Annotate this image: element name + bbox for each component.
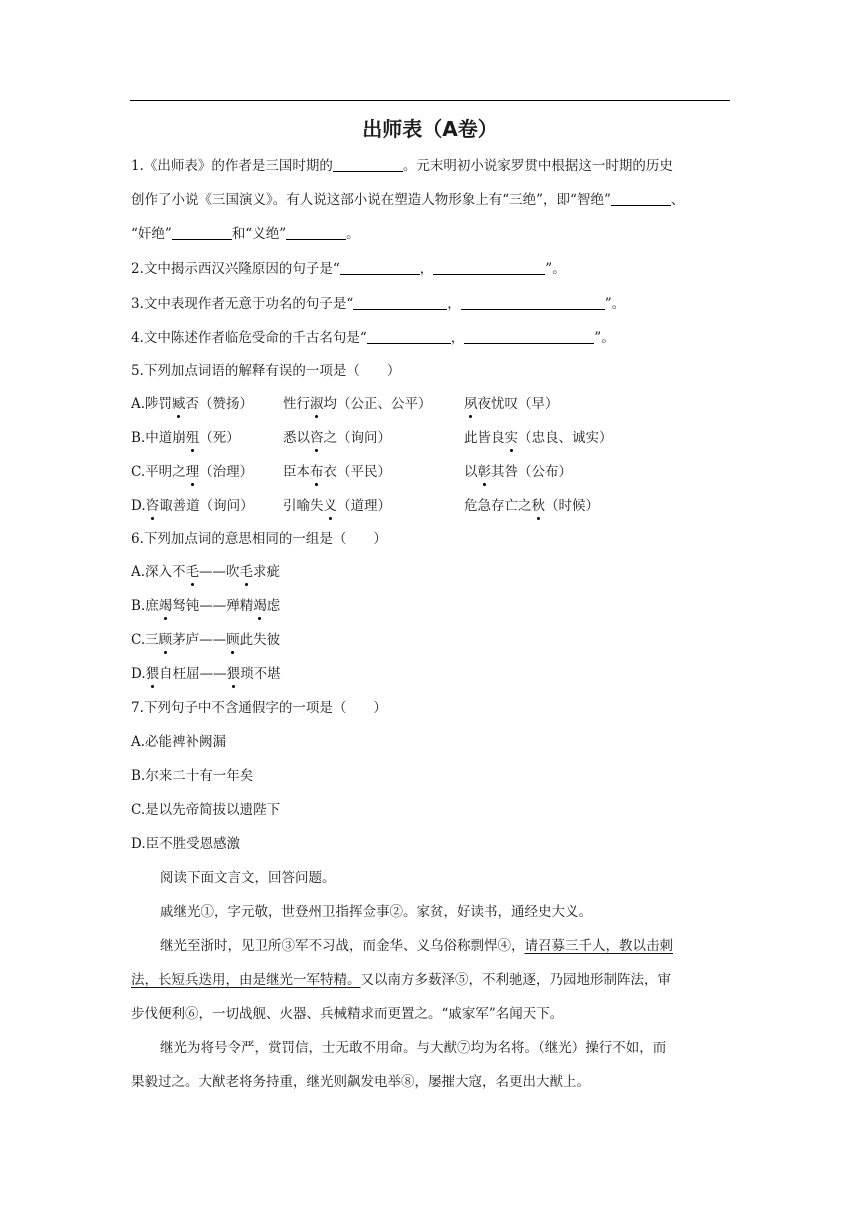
question-1-text-g: 。: [346, 226, 360, 242]
option-7a[interactable]: A.必能裨补阙漏: [131, 734, 227, 750]
answer-blank[interactable]: [340, 260, 420, 275]
option-5c-3[interactable]: 以彰其咎（公布）: [464, 464, 572, 480]
question-3-text: 3.文中表现作者无意于功名的句子是“: [131, 296, 354, 312]
dotted-char: 猥: [145, 666, 160, 682]
question-3: [131, 295, 625, 313]
dotted-char: 毛: [185, 564, 200, 580]
question-1-text-c: 创作了小说《三国演义》。有人说这部小说在塑造人物形象上有“三绝”，即“智绝”: [131, 192, 611, 208]
dotted-char: 理: [185, 464, 200, 480]
option-6a[interactable]: A.深入不毛——吹毛求疵: [131, 564, 281, 580]
dotted-char: 彰: [477, 464, 491, 480]
option-5b-1[interactable]: B.中道崩殂（死）: [131, 430, 240, 446]
option-5b-3[interactable]: 此皆良实（忠良、诚实）: [464, 430, 613, 446]
passage-paragraph-1: 戚继光①，字元敬，世登州卫指挥佥事②。家贫，好读书，通经史大义。: [160, 904, 592, 920]
option-6d[interactable]: D.猥自枉屈——猥琐不堪: [131, 666, 281, 682]
comma: ，: [450, 330, 465, 346]
option-5d-1[interactable]: D.咨诹善道（询问）: [131, 498, 254, 514]
option-5b-2[interactable]: 悉以咨之（询问）: [283, 430, 391, 446]
dotted-char: 秋: [531, 498, 545, 514]
comma: ，: [447, 296, 461, 312]
answer-blank[interactable]: [464, 329, 594, 344]
dotted-char: 布: [310, 464, 324, 480]
option-5a-3[interactable]: 夙夜忧叹（早）: [464, 396, 559, 412]
dotted-char: 咨: [145, 498, 160, 514]
dotted-char: 顾: [158, 632, 173, 648]
dotted-char: 夙: [464, 396, 478, 412]
question-1-text-f: 和“义绝”: [231, 226, 287, 242]
question-5-stem: 5.下列加点词语的解释有误的一项是（ ）: [131, 363, 401, 379]
dotted-char: 竭: [253, 598, 267, 614]
question-2-text: 2.文中揭示西汉兴隆原因的句子是“: [131, 261, 340, 277]
question-1-text-e: “奸绝”: [131, 226, 172, 242]
option-5a-1[interactable]: A.陟罚臧否（赞扬）: [131, 396, 254, 412]
dotted-char: 淑: [310, 396, 324, 412]
option-5c-2[interactable]: 臣本布衣（平民）: [283, 464, 391, 480]
answer-blank[interactable]: [333, 157, 403, 172]
question-1-line-2: [131, 191, 684, 209]
reading-intro: 阅读下面文言文，回答问题。: [160, 870, 336, 886]
underlined-sentence: 法，长短兵迭用，由是继光一军特精。: [131, 972, 361, 988]
question-2: [131, 260, 566, 278]
passage-paragraph-3-line-1: 继光为将号令严，赏罚信，士无敢不用命。与大猷⑦均为名将。（继光）操行不如，而: [160, 1040, 667, 1056]
answer-blank[interactable]: [172, 225, 232, 240]
answer-blank[interactable]: [367, 329, 451, 344]
underlined-sentence: 请召募三千人，教以击刺: [524, 938, 673, 954]
option-6c[interactable]: C.三顾茅庐——顾此失彼: [131, 632, 281, 648]
question-1-line-1: [131, 157, 673, 175]
option-7d[interactable]: D.臣不胜受恩感激: [131, 836, 241, 852]
question-4: [131, 329, 615, 347]
passage-paragraph-2-line-2: 法，长短兵迭用，由是继光一军特精。又以南方多薮泽⑤，不利驰逐，乃园地形制阵法，审: [131, 972, 671, 988]
dotted-char: 毛: [239, 564, 254, 580]
question-1-text-b: 。元末明初小说家罗贯中根据这一时期的历史: [402, 158, 673, 174]
dotted-char: 顾: [226, 632, 240, 648]
passage-paragraph-2-line-1: 继光至浙时，见卫所③军不习战，而金华、义乌俗称剽悍④，请召募三千人，教以击刺: [160, 938, 673, 954]
header-rule: [130, 100, 730, 101]
dotted-char: 义: [323, 498, 337, 514]
answer-blank[interactable]: [433, 260, 545, 275]
answer-blank[interactable]: [611, 191, 671, 206]
question-4-text: 4.文中陈述作者临危受命的千古名句是“: [131, 330, 367, 346]
option-5d-2[interactable]: 引喻失义（道理）: [283, 498, 391, 514]
answer-blank[interactable]: [353, 295, 447, 310]
option-7b[interactable]: B.尔来二十有一年矣: [131, 768, 254, 784]
option-5d-3[interactable]: 危急存亡之秋（时候）: [464, 498, 599, 514]
option-5c-1[interactable]: C.平明之理（治理）: [131, 464, 254, 480]
quote-end: ”。: [545, 261, 566, 277]
quote-end: ”。: [604, 296, 626, 312]
question-7-stem: 7.下列句子中不含通假字的一项是（ ）: [131, 700, 387, 716]
dotted-char: 猥: [226, 666, 241, 682]
option-6b[interactable]: B.庶竭驽钝——殚精竭虑: [131, 598, 281, 614]
passage-paragraph-3-line-2: 果毅过之。大猷老将务持重，继光则飙发电举⑧，屡摧大寇，名更出大猷上。: [131, 1074, 590, 1090]
dotted-char: 殂: [185, 430, 200, 446]
quote-end: ”。: [594, 330, 615, 346]
page-title: 出师表（A卷）: [362, 117, 498, 141]
dotted-char: 实: [504, 430, 518, 446]
dotted-char: 咨: [310, 430, 324, 446]
comma: ，: [419, 261, 434, 277]
question-6-stem: 6.下列加点词的意思相同的一组是（ ）: [131, 531, 387, 547]
dotted-char: 臧: [172, 396, 186, 412]
answer-blank[interactable]: [286, 225, 346, 240]
question-1-line-3: [131, 225, 360, 243]
dotted-char: 竭: [158, 598, 173, 614]
passage-paragraph-2-line-3: 步伐便利⑥，一切战舰、火器、兵械精求而更置之。“戚家军”名闻天下。: [131, 1006, 564, 1022]
question-1-text-a: 1.《出师表》的作者是三国时期的: [131, 158, 333, 174]
option-7c[interactable]: C.是以先帝简拔以遗陛下: [131, 802, 281, 818]
question-1-text-d: 、: [670, 192, 685, 208]
option-5a-2[interactable]: 性行淑均（公正、公平）: [283, 396, 432, 412]
answer-blank[interactable]: [461, 295, 605, 310]
